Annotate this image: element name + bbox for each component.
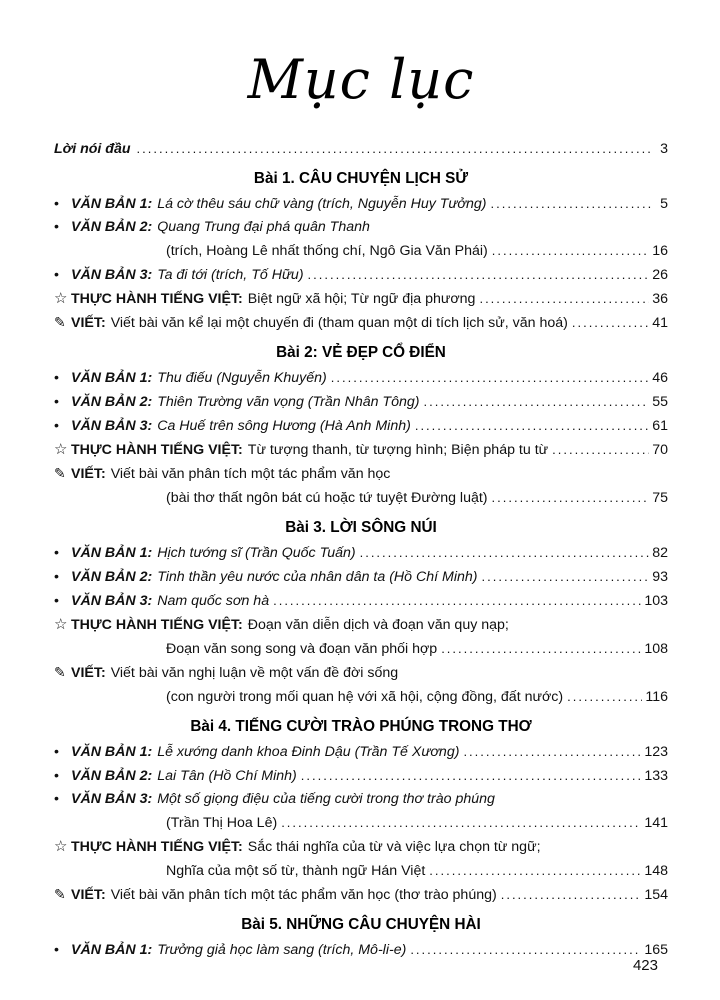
dot-leader: [491, 192, 652, 216]
item-title: Một số giọng điệu của tiếng cười trong thơ trào phúng: [157, 791, 495, 807]
star-icon: ☆: [54, 441, 68, 458]
item-page-number: 133: [644, 768, 668, 784]
toc-item-continuation: [54, 637, 668, 661]
toc-item-line: [54, 589, 668, 613]
dot-leader: [308, 263, 650, 287]
item-title: Nam quốc sơn hà: [157, 593, 270, 609]
toc-item-line: [54, 311, 668, 335]
table-of-contents: [54, 137, 668, 962]
dot-leader: [331, 366, 649, 390]
dot-leader: [137, 137, 651, 161]
item-title: Lễ xướng danh khoa Đinh Dậu (Trần Tế Xương): [157, 744, 460, 760]
toc-item: [54, 414, 668, 438]
item-title: Viết bài văn phân tích một tác phẩm văn học: [110, 466, 391, 482]
item-page-number: 154: [644, 887, 668, 903]
item-page-number: 36: [652, 291, 668, 307]
item-continuation-text: (Trần Thị Hoa Lê): [166, 815, 278, 831]
item-page-number: 82: [652, 545, 668, 561]
section-heading: Bài 1. CÂU CHUYỆN LỊCH SỬ: [253, 170, 469, 187]
toc-item-line: [54, 462, 668, 486]
item-page-number: 141: [644, 815, 668, 831]
item-page-number: 55: [652, 394, 668, 410]
item-title: Ca Huế trên sông Hương (Hà Anh Minh): [157, 418, 411, 434]
toc-item-continuation: [54, 239, 668, 263]
dot-leader: [463, 740, 641, 764]
item-prefix: VĂN BẢN 3:: [71, 791, 153, 807]
item-page-number: 5: [660, 196, 668, 212]
item-continuation-text: (con người trong mối quan hệ với xã hội, cộng đồng, đất nước): [166, 689, 564, 705]
item-prefix: THỰC HÀNH TIẾNG VIỆT:: [71, 291, 243, 307]
toc-item: [54, 287, 668, 311]
item-page-number: 165: [644, 942, 668, 958]
toc-item: [54, 263, 668, 287]
item-page-number: 93: [652, 569, 668, 585]
bullet-icon: •: [54, 196, 59, 212]
toc-item-continuation: [54, 811, 668, 835]
item-prefix: THỰC HÀNH TIẾNG VIỆT:: [71, 442, 243, 458]
item-page-number: 46: [652, 370, 668, 386]
intro-page-number: 3: [660, 141, 668, 157]
toc-section: [54, 913, 668, 962]
bullet-icon: •: [54, 768, 59, 784]
bullet-icon: •: [54, 394, 59, 410]
dot-leader: [424, 390, 650, 414]
toc-item-line: [54, 883, 668, 907]
item-prefix: THỰC HÀNH TIẾNG VIỆT:: [71, 839, 243, 855]
item-prefix: VĂN BẢN 1:: [71, 196, 153, 212]
item-continuation-text: Đoạn văn song song và đoạn văn phối hợp: [166, 641, 438, 657]
toc-item-continuation: [54, 486, 668, 510]
section-heading: Bài 2: VẺ ĐẸP CỔ ĐIỂN: [276, 344, 446, 361]
dot-leader: [479, 287, 649, 311]
toc-item: [54, 366, 668, 390]
item-prefix: VĂN BẢN 1:: [71, 744, 153, 760]
section-items: [54, 192, 668, 335]
toc-item-line: [54, 438, 668, 462]
toc-item-line: [54, 192, 668, 216]
bullet-icon: •: [54, 593, 59, 609]
item-prefix: VIẾT:: [71, 315, 106, 331]
toc-item-line: [54, 565, 668, 589]
section-items: [54, 740, 668, 907]
item-title: Thiên Trường vãn vọng (Trần Nhân Tông): [157, 394, 420, 410]
pen-icon: ✎: [54, 314, 66, 330]
item-title: Đoạn văn diễn dịch và đoạn văn quy nạp;: [247, 617, 509, 633]
item-prefix: VĂN BẢN 1:: [71, 370, 153, 386]
dot-leader: [273, 589, 641, 613]
toc-section: [54, 715, 668, 907]
item-prefix: VIẾT:: [71, 466, 106, 482]
toc-item: [54, 565, 668, 589]
item-prefix: VIẾT:: [71, 665, 106, 681]
toc-item-line: [54, 216, 668, 239]
dot-leader: [572, 311, 649, 335]
item-page-number: 26: [652, 267, 668, 283]
bullet-icon: •: [54, 791, 59, 807]
toc-sections: [54, 167, 668, 962]
bullet-icon: •: [54, 418, 59, 434]
star-icon: ☆: [54, 290, 68, 307]
section-items: [54, 541, 668, 709]
bullet-icon: •: [54, 942, 59, 958]
toc-item-line: [54, 764, 668, 788]
dot-leader: [482, 565, 650, 589]
toc-item: [54, 835, 668, 883]
toc-item-line: [54, 263, 668, 287]
dot-leader: [492, 486, 650, 510]
toc-item-line: [54, 414, 668, 438]
bullet-icon: •: [54, 744, 59, 760]
toc-item: [54, 740, 668, 764]
item-title: Tinh thần yêu nước của nhân dân ta (Hồ Chí Minh): [157, 569, 478, 585]
toc-item-line: [54, 938, 668, 962]
toc-item: [54, 613, 668, 661]
toc-section: [54, 167, 668, 335]
item-title: Biệt ngữ xã hội; Từ ngữ địa phương: [247, 291, 476, 307]
item-page-number: 103: [644, 593, 668, 609]
item-title: Viết bài văn kể lại một chuyến đi (tham quan một di tích lịch sử, văn hoá): [110, 315, 568, 331]
toc-item-continuation: [54, 859, 668, 883]
toc-item: [54, 438, 668, 462]
bullet-icon: •: [54, 267, 59, 283]
dot-leader: [429, 859, 641, 883]
item-title: Trưởng giả học làm sang (trích, Mô-li-e): [157, 942, 407, 958]
toc-item: [54, 192, 668, 216]
toc-item: [54, 216, 668, 263]
item-page-number: 123: [644, 744, 668, 760]
toc-item-line: [54, 287, 668, 311]
item-page-number: 41: [652, 315, 668, 331]
item-title: Hịch tướng sĩ (Trần Quốc Tuấn): [157, 545, 356, 561]
intro-label: Lời nói đầu: [54, 141, 131, 157]
toc-intro-line: [54, 137, 668, 161]
item-page-number: 61: [652, 418, 668, 434]
toc-intro-row: [54, 137, 668, 161]
toc-item: [54, 541, 668, 565]
toc-item: [54, 589, 668, 613]
item-continuation-text: (trích, Hoàng Lê nhất thống chí, Ngô Gia Văn Phái): [166, 243, 488, 259]
pen-icon: ✎: [54, 465, 66, 481]
toc-item-line: [54, 366, 668, 390]
toc-item: [54, 311, 668, 335]
star-icon: ☆: [54, 616, 68, 633]
toc-section: [54, 516, 668, 709]
toc-item: [54, 390, 668, 414]
dot-leader: [301, 764, 642, 788]
item-prefix: VĂN BẢN 2:: [71, 394, 153, 410]
toc-item: [54, 788, 668, 835]
item-prefix: VĂN BẢN 2:: [71, 569, 153, 585]
dot-leader: [492, 239, 649, 263]
item-page-number: 75: [652, 490, 668, 506]
dot-leader: [552, 438, 649, 462]
item-page-number: 108: [644, 641, 668, 657]
item-page-number: 70: [652, 442, 668, 458]
toc-item: [54, 938, 668, 962]
item-page-number: 16: [652, 243, 668, 259]
section-heading: Bài 4. TIẾNG CƯỜI TRÀO PHÚNG TRONG THƠ: [190, 718, 532, 735]
bullet-icon: •: [54, 370, 59, 386]
section-heading: Bài 5. NHỮNG CÂU CHUYỆN HÀI: [241, 916, 481, 933]
item-title: Viết bài văn phân tích một tác phẩm văn học (thơ trào phúng): [110, 887, 497, 903]
toc-item-line: [54, 613, 668, 637]
page-title: Mục lục: [247, 48, 475, 111]
footer-page-number: 423: [632, 957, 658, 974]
bullet-icon: •: [54, 569, 59, 585]
item-title: Thu điếu (Nguyễn Khuyến): [157, 370, 327, 386]
pen-icon: ✎: [54, 664, 66, 680]
bullet-icon: •: [54, 219, 59, 235]
item-prefix: VĂN BẢN 3:: [71, 267, 153, 283]
item-prefix: VĂN BẢN 2:: [71, 219, 153, 235]
item-prefix: VĂN BẢN 1:: [71, 942, 153, 958]
toc-item: [54, 661, 668, 709]
toc-section: [54, 341, 668, 510]
item-continuation-text: Nghĩa của một số từ, thành ngữ Hán Việt: [166, 863, 426, 879]
item-prefix: VĂN BẢN 3:: [71, 418, 153, 434]
item-prefix: VĂN BẢN 2:: [71, 768, 153, 784]
bullet-icon: •: [54, 545, 59, 561]
item-title: Lai Tân (Hồ Chí Minh): [157, 768, 297, 784]
toc-item-line: [54, 661, 668, 685]
dot-leader: [360, 541, 650, 565]
item-prefix: THỰC HÀNH TIẾNG VIỆT:: [71, 617, 243, 633]
section-items: [54, 938, 668, 962]
dot-leader: [410, 938, 641, 962]
section-items: [54, 366, 668, 510]
section-heading: Bài 3. LỜI SÔNG NÚI: [285, 519, 437, 536]
item-page-number: 116: [645, 689, 668, 705]
pen-icon: ✎: [54, 886, 66, 902]
item-title: Lá cờ thêu sáu chữ vàng (trích, Nguyễn Huy Tưởng): [157, 196, 487, 212]
item-continuation-text: (bài thơ thất ngôn bát cú hoặc tứ tuyệt Đường luật): [166, 490, 488, 506]
dot-leader: [567, 685, 642, 709]
toc-item-line: [54, 541, 668, 565]
toc-item-line: [54, 740, 668, 764]
toc-item-line: [54, 835, 668, 859]
item-title: Từ tượng thanh, từ tượng hình; Biện pháp tu từ: [247, 442, 549, 458]
dot-leader: [281, 811, 641, 835]
item-prefix: VIẾT:: [71, 887, 106, 903]
star-icon: ☆: [54, 838, 68, 855]
toc-item: [54, 764, 668, 788]
dot-leader: [501, 883, 642, 907]
item-title: Viết bài văn nghị luận về một vấn đề đời sống: [110, 665, 399, 681]
item-title: Quang Trung đại phá quân Thanh: [157, 219, 370, 235]
toc-item: [54, 883, 668, 907]
item-prefix: VĂN BẢN 3:: [71, 593, 153, 609]
item-title: Sắc thái nghĩa của từ và việc lựa chọn từ ngữ;: [247, 839, 541, 855]
toc-item-line: [54, 390, 668, 414]
item-page-number: 148: [644, 863, 668, 879]
dot-leader: [441, 637, 641, 661]
item-title: Ta đi tới (trích, Tố Hữu): [157, 267, 304, 283]
item-prefix: VĂN BẢN 1:: [71, 545, 153, 561]
dot-leader: [415, 414, 649, 438]
toc-item-continuation: [54, 685, 668, 709]
toc-item-line: [54, 788, 668, 811]
toc-item: [54, 462, 668, 510]
